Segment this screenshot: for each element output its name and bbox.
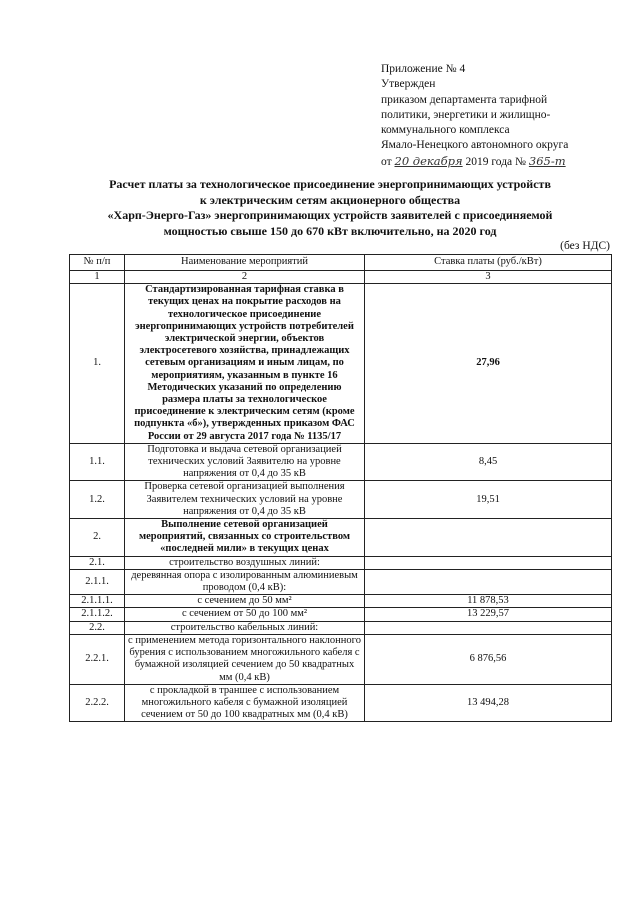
table-row (70, 284, 612, 444)
approval-line-4: Ямало-Ненецкого автономного округа (381, 139, 569, 152)
row-rate: 27,96 (365, 284, 612, 444)
row-rate (365, 621, 612, 634)
row-rate (365, 556, 612, 569)
rates-table (69, 254, 612, 722)
handwritten-date: 20 декабря (394, 153, 463, 168)
row-name: строительство воздушных линий: (125, 556, 365, 569)
table-row (70, 595, 612, 608)
row-number: 2.1.1.1. (70, 595, 125, 608)
column-number-row (70, 271, 612, 284)
row-name: строительство кабельных линий: (125, 621, 365, 634)
title-line-4: мощностью свыше 150 до 670 кВт включительно, на 2020 год (163, 223, 497, 238)
row-name: Проверка сетевой организацией выполнения Заявителем технических условий на уровне напряжения от 0,4 до 35 кВ (125, 481, 365, 519)
title-line-3: «Харп-Энерго-Газ» энергопринимающих устройств заявителей с присоединяемой (107, 208, 553, 222)
header-rate: Ставка платы (руб./кВт) (365, 255, 612, 271)
vat-note: (без НДС) (560, 240, 610, 252)
handwritten-number: 365-т (528, 153, 566, 168)
row-number: 2.1.1. (70, 569, 125, 594)
row-name: Выполнение сетевой организацией мероприятий, связанных со строительством «последней мили» в текущих ценах (125, 519, 365, 557)
row-rate: 19,51 (365, 481, 612, 519)
row-number: 1.2. (70, 481, 125, 519)
row-number: 2.2.1. (70, 634, 125, 684)
approval-line-1: приказом департамента тарифной (381, 93, 548, 106)
appendix-number: Приложение № 4 (381, 63, 466, 75)
row-rate: 11 878,53 (365, 595, 612, 608)
table-header-row (70, 255, 612, 271)
row-number: 2. (70, 519, 125, 557)
approval-line-3: коммунального комплекса (381, 124, 510, 137)
row-name: с прокладкой в траншее с использованием многожильного кабеля с бумажной изоляцией сечением от 50 до 100 квадратных мм (0,4 кВ) (125, 684, 365, 722)
table-row (70, 569, 612, 594)
approval-block (381, 62, 626, 170)
row-number: 1.1. (70, 443, 125, 481)
table-row (70, 684, 612, 722)
row-number: 2.2.2. (70, 684, 125, 722)
title-line-1: Расчет платы за технологическое присоединение энергопринимающих устройств (109, 177, 551, 191)
col-number-3: 3 (365, 271, 612, 284)
header-name: Наименование мероприятий (125, 255, 365, 271)
row-number: 2.1. (70, 556, 125, 569)
table-row (70, 519, 612, 557)
document-title (60, 177, 600, 239)
table-row (70, 621, 612, 634)
table-row (70, 481, 612, 519)
col-number-2: 2 (125, 271, 365, 284)
approval-line-2: политики, энергетики и жилищно- (381, 108, 551, 121)
row-rate: 13 229,57 (365, 608, 612, 621)
table-row (70, 556, 612, 569)
row-name: с сечением от 50 до 100 мм² (125, 608, 365, 621)
approval-date-line (381, 154, 626, 170)
row-rate (365, 569, 612, 594)
row-name: Подготовка и выдача сетевой организацией технических условий Заявителю на уровне напряжения от 0,4 до 35 кВ (125, 443, 365, 481)
table-row (70, 634, 612, 684)
title-line-2: к электрическим сетям акционерного общества (199, 192, 461, 207)
row-rate (365, 519, 612, 557)
table-row (70, 443, 612, 481)
row-name: деревянная опора с изолированным алюминиевым проводом (0,4 кВ): (125, 569, 365, 594)
date-year: 2019 года № (465, 155, 527, 168)
row-name: Стандартизированная тарифная ставка в текущих ценах на покрытие расходов на технологическое присоединение энергопринимающих устройств потребителей электрической энергии, объектов электросетевого хозяйства, принадлежащих сетевым организациям и иным лицам, по мероприятиям, указанным в пункте 16 Методических указаний по определению размера платы за технологическое присоединение к электрическим сетям (кроме подпункта «б»), утвержденных приказом ФАС России от 29 августа 2017 года № 1135/17 (125, 284, 365, 444)
row-name: с применением метода горизонтального наклонного бурения с использованием многожильного кабеля с бумажной изоляцией сечением до 50 квадратных мм (0,4 кВ) (125, 634, 365, 684)
approved-label: Утвержден (381, 78, 436, 91)
row-rate: 8,45 (365, 443, 612, 481)
row-number: 2.1.1.2. (70, 608, 125, 621)
header-number: № п/п (70, 255, 125, 271)
table-row (70, 608, 612, 621)
row-name: с сечением до 50 мм² (125, 595, 365, 608)
row-number: 1. (70, 284, 125, 444)
row-rate: 13 494,28 (365, 684, 612, 722)
row-rate: 6 876,56 (365, 634, 612, 684)
date-prefix: от (381, 155, 392, 168)
row-number: 2.2. (70, 621, 125, 634)
col-number-1: 1 (70, 271, 125, 284)
